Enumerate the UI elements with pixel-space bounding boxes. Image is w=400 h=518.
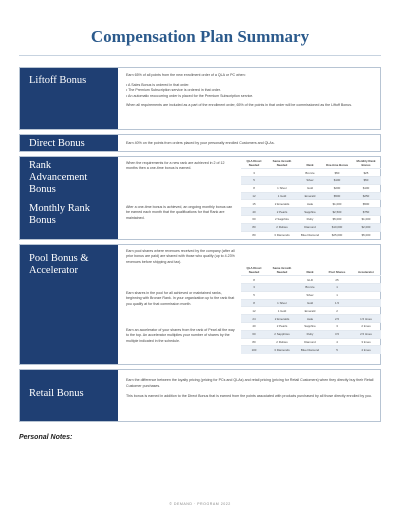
table-cell: 8: [241, 299, 267, 307]
table-cell: 3 Diamonds: [267, 346, 297, 354]
table-cell: 80: [241, 231, 267, 239]
table-cell: 1.5: [323, 299, 351, 307]
retail-line: This bonus is earned in addition to the Direct Bonus that is earned from the points associated with products purchased by all those directly enrolled by you.: [126, 394, 372, 399]
table-cell: 60: [241, 215, 267, 223]
liftoff-bonus-label: Liftoff Bonus: [29, 75, 87, 86]
table-cell: Silver: [297, 291, 323, 299]
table-cell: $25: [351, 169, 381, 177]
table-cell: $50: [351, 176, 381, 184]
liftoff-bonus-content: [126, 73, 374, 111]
table-cell: GLD: [297, 276, 323, 284]
direct-bonus-content: [126, 141, 374, 149]
table-row: [241, 192, 381, 200]
table-cell: 100: [241, 346, 267, 354]
table-cell: 3.5: [323, 330, 351, 338]
table-cell: 3: [241, 169, 267, 177]
liftoff-bonus-label-box: [20, 68, 118, 129]
table-cell: 3: [323, 322, 351, 330]
table-cell: [351, 291, 381, 299]
table-cell: [267, 276, 297, 284]
table-cell: 1 Silver: [267, 299, 297, 307]
table-cell: $1,000: [323, 200, 351, 208]
table-header-cell: Rank: [306, 269, 314, 274]
table-header-cell: Pool Shares: [328, 269, 346, 274]
table-row: [241, 291, 381, 299]
table-cell: 4: [323, 338, 351, 346]
retail-bonus-label: Retail Bonus: [29, 388, 84, 399]
table-cell: $100: [323, 176, 351, 184]
monthly-rank-label: Monthly Rank Bonus: [29, 203, 90, 226]
table-cell: [267, 283, 297, 291]
table-cell: Diamond: [297, 338, 323, 346]
pool-description-1: Earn pool shares where revenues received by the company (after all prior bonus are paid) are shared with those who qualify (up to 4.23% revenues before shipping and tax).: [126, 249, 235, 264]
table-cell: [267, 169, 297, 177]
table-cell: Blue Diamond: [297, 346, 323, 354]
table-cell: $750: [351, 208, 381, 216]
table-cell: $5,000: [351, 231, 381, 239]
table-row: [241, 338, 381, 346]
table-cell: $500: [351, 200, 381, 208]
table-row: [241, 307, 381, 315]
table-cell: $25,000: [323, 231, 351, 239]
monthly-rank-description: After a one-time bonus is achieved, an ongoing monthly bonus can be earned each month that the qualifications for that Rank are maintained.: [126, 205, 233, 220]
table-row: [241, 208, 381, 216]
table-row: [241, 322, 381, 330]
table-row: [241, 223, 381, 231]
table-row: [241, 315, 381, 323]
title-rule: [19, 55, 381, 56]
table-cell: $2,000: [351, 223, 381, 231]
table-cell: $2,500: [323, 208, 351, 216]
table-cell: [351, 276, 381, 284]
table-row: [241, 200, 381, 208]
table-cell: $250: [351, 192, 381, 200]
rank-advancement-label: Rank Advancement Bonus: [29, 160, 88, 195]
table-cell: 5: [323, 346, 351, 354]
rank-table: [241, 160, 381, 239]
table-cell: 3: [241, 283, 267, 291]
table-cell: Gold: [297, 184, 323, 192]
table-header-cell: Rank: [306, 162, 314, 167]
table-row: [241, 169, 381, 177]
table-cell: Silver: [297, 176, 323, 184]
liftoff-line: • The Premium Subscription service is ordered in that order.: [126, 88, 221, 93]
table-cell: Bronze: [297, 283, 323, 291]
table-cell: [267, 291, 297, 299]
table-cell: 2.5: [323, 315, 351, 323]
rank-advancement-description: When the requirements for a new rank are achieved in 2 of 12 months then a one-time bonus is earned.: [126, 161, 225, 171]
table-cell: $200: [323, 184, 351, 192]
table-cell: 25: [323, 276, 351, 284]
table-cell: $50: [323, 169, 351, 177]
table-header-cell: QLA Direct Needed: [246, 159, 262, 167]
liftoff-line: • A Sales Bonus is ordered in that order.: [126, 82, 190, 87]
table-cell: 8: [241, 184, 267, 192]
table-cell: 1 Gold: [267, 192, 297, 200]
table-header-cell: Same Growth Needed: [272, 266, 292, 274]
direct-bonus-text: Earn 40% on the points from orders placed by your personally enrolled Customers and QLAs.: [126, 141, 275, 145]
liftoff-line: Earn 65% of all points from the new enrollment order of a QLA or PC when:: [126, 73, 246, 77]
table-cell: 1.5 times: [351, 315, 381, 323]
table-header-cell: Monthly Rank Bonus: [356, 159, 376, 167]
personal-notes-label: Personal Notes:: [19, 434, 73, 441]
table-cell: Sapphire: [297, 208, 323, 216]
liftoff-line: • An automatic reoccurring order is placed for the Premium Subscription service.: [126, 93, 254, 98]
pool-description-2: Earn shares in the pool for all achieved or maintained ranks, beginning with Bronze Rank. In your organization up to the rank that you qualify at for that commission month.: [126, 291, 235, 306]
table-cell: 4 times: [351, 346, 381, 354]
rank-table-header: [241, 160, 381, 169]
rank-bonus-label-box: [20, 157, 118, 239]
page-title: Compensation Plan Summary: [90, 27, 310, 46]
table-cell: 2 Rubies: [267, 223, 297, 231]
table-cell: 2 Emeralds: [267, 200, 297, 208]
pool-table: [241, 267, 381, 354]
pool-bonus-label-box: [20, 245, 118, 364]
table-row: [241, 231, 381, 239]
table-header-cell: Accelerator: [358, 269, 374, 274]
table-cell: [351, 299, 381, 307]
table-cell: 12: [241, 192, 267, 200]
footer-text: © DEMAND · PROGRAM 2022: [169, 502, 231, 506]
table-cell: $100: [351, 184, 381, 192]
table-cell: 2.5 times: [351, 330, 381, 338]
table-cell: Bronze: [297, 169, 323, 177]
table-cell: $1,000: [351, 215, 381, 223]
rank-bonus-section: [19, 156, 381, 240]
liftoff-line: When all requirements are included as a part of the enrollment order, 65% of the points in that order will be commissioned as the Liftoff Bonus.: [126, 103, 353, 108]
table-cell: Gold: [297, 299, 323, 307]
table-row: [241, 299, 381, 307]
table-header-cell: One-time Bonus: [325, 162, 349, 167]
table-cell: Jade: [297, 315, 323, 323]
table-header-cell: Same Growth Needed: [272, 159, 292, 167]
table-cell: Emerald: [297, 192, 323, 200]
table-cell: [267, 176, 297, 184]
table-cell: 24: [241, 315, 267, 323]
table-cell: 1: [323, 291, 351, 299]
table-cell: Ruby: [297, 330, 323, 338]
table-cell: 8: [241, 276, 267, 284]
table-cell: 12: [241, 307, 267, 315]
table-cell: 5: [241, 176, 267, 184]
table-row: [241, 330, 381, 338]
table-cell: 80: [241, 338, 267, 346]
table-cell: 1: [323, 283, 351, 291]
table-cell: 3 Diamonds: [267, 231, 297, 239]
table-row: [241, 346, 381, 354]
table-cell: 2 Sapphire: [267, 215, 297, 223]
pool-table-header: [241, 267, 381, 276]
table-cell: 40: [241, 208, 267, 216]
rank-table-body: [241, 169, 381, 239]
retail-bonus-section: [19, 369, 381, 422]
table-cell: Blue Diamond: [297, 231, 323, 239]
pool-bonus-section: [19, 244, 381, 365]
table-cell: 5: [241, 291, 267, 299]
table-cell: 1 Silver: [267, 184, 297, 192]
table-cell: Jade: [297, 200, 323, 208]
table-cell: 2 Pearls: [267, 322, 297, 330]
table-row: [241, 184, 381, 192]
pool-table-body: [241, 276, 381, 354]
direct-bonus-label: Direct Bonus: [29, 138, 85, 149]
retail-bonus-content: [126, 378, 374, 402]
table-cell: Sapphire: [297, 322, 323, 330]
table-cell: 2 Sapphires: [267, 330, 297, 338]
table-cell: 2 Pearls: [267, 208, 297, 216]
table-cell: 1 Gold: [267, 307, 297, 315]
table-cell: $10,000: [323, 223, 351, 231]
table-cell: [351, 307, 381, 315]
retail-bonus-label-box: [20, 370, 118, 421]
table-row: [241, 176, 381, 184]
table-cell: 80: [241, 223, 267, 231]
table-cell: $500: [323, 192, 351, 200]
table-row: [241, 283, 381, 291]
table-row: [241, 276, 381, 284]
retail-line: Earn the difference between the loyalty pricing (pricing for PCs and QLAs) and retail pricing (pricing for Retail Customers) when they directly buy their Retail Customer purchases.: [126, 378, 374, 388]
table-cell: 2 Rubies: [267, 338, 297, 346]
table-cell: 2 Emeralds: [267, 315, 297, 323]
table-cell: 2: [323, 307, 351, 315]
table-cell: $5,000: [323, 215, 351, 223]
table-cell: Ruby: [297, 215, 323, 223]
table-cell: [351, 283, 381, 291]
table-cell: 3 times: [351, 338, 381, 346]
table-cell: Diamond: [297, 223, 323, 231]
table-cell: 15: [241, 200, 267, 208]
direct-bonus-section: [19, 134, 381, 152]
direct-bonus-label-box: [20, 135, 118, 151]
table-row: [241, 215, 381, 223]
table-header-cell: QLA Direct Needed: [246, 266, 262, 274]
liftoff-bonus-section: [19, 67, 381, 130]
table-cell: 40: [241, 322, 267, 330]
pool-description-3: Earn an accelerator of your shares from the rank of Pearl all the way to the top. An accelerator multiplies your number of shares by the multiple indicated in the schedule.: [126, 328, 235, 343]
table-cell: Emerald: [297, 307, 323, 315]
table-cell: 2 times: [351, 322, 381, 330]
pool-bonus-label: Pool Bonus & Accelerator: [29, 253, 89, 276]
table-cell: 60: [241, 330, 267, 338]
